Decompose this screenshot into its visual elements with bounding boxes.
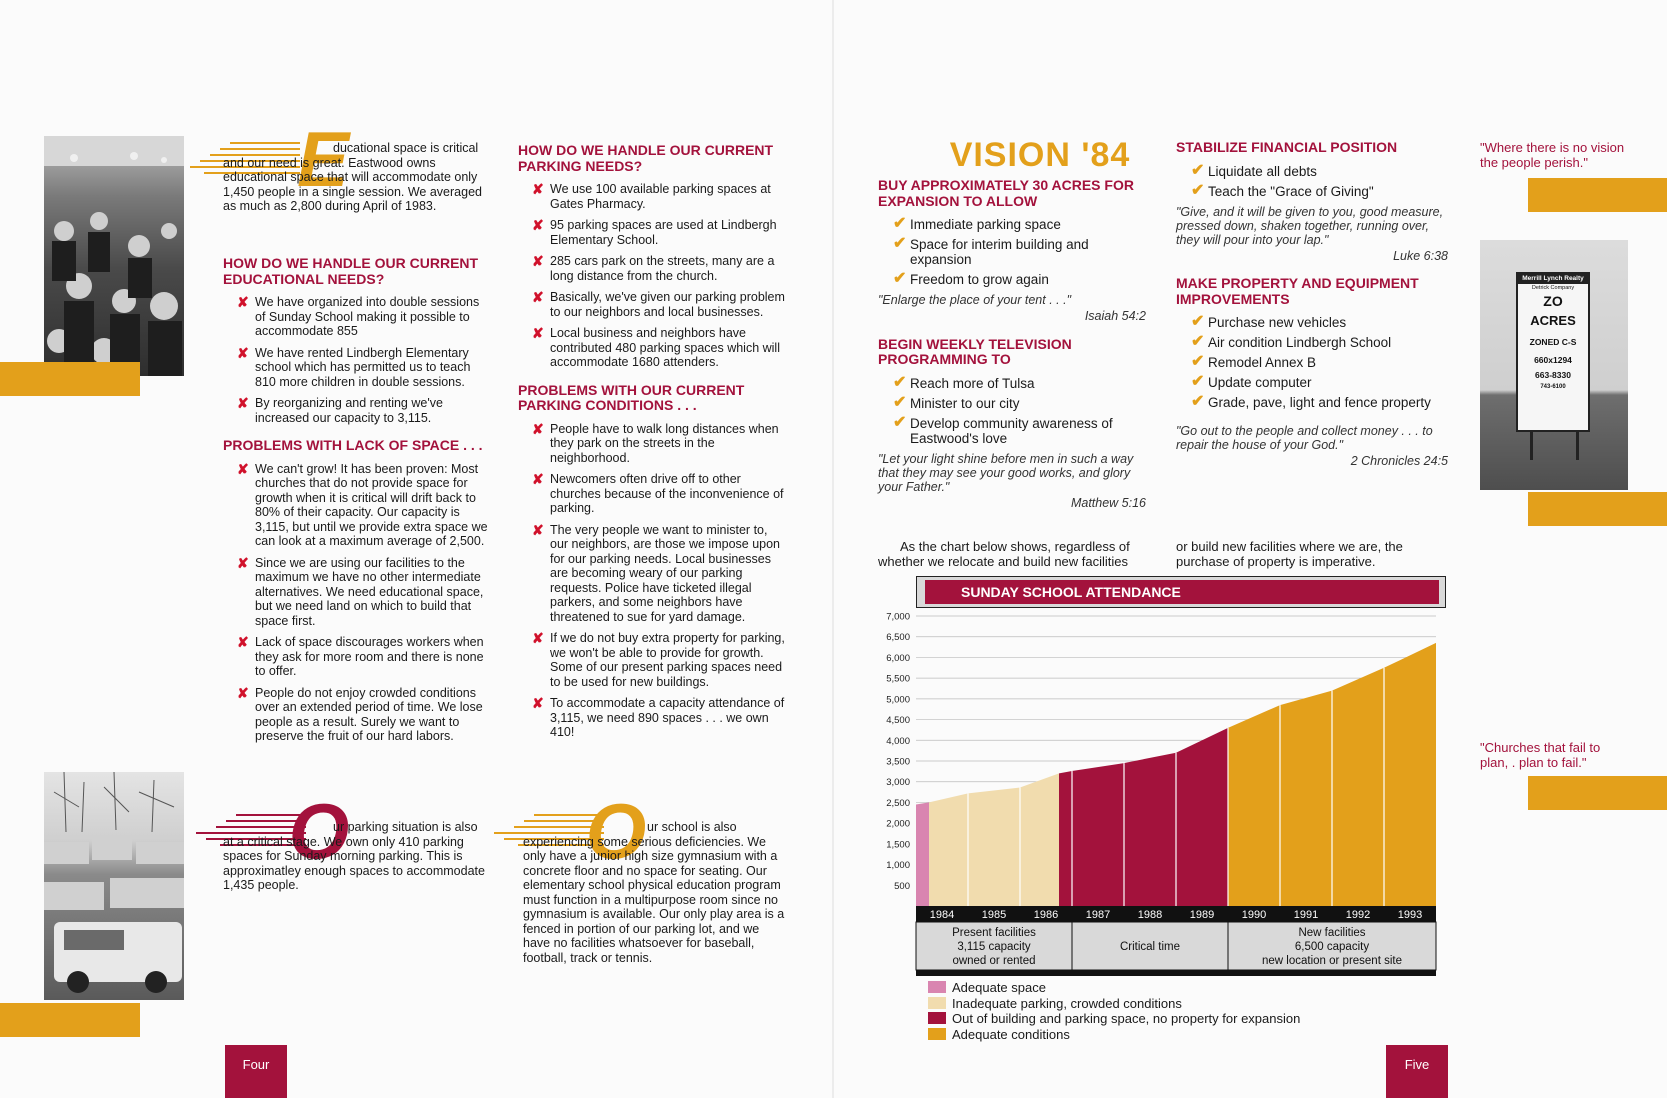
list-item: ✘ People do not enjoy crowded conditions over an extended period of time. We lose people as a result. Surely we want to preserve the fruit of our hard labors.: [223, 686, 490, 744]
legend-label: Out of building and parking space, no property for expansion: [952, 1011, 1301, 1026]
chart-intro-b: or build new facilities where we are, the purchase of property is imperative.: [1176, 539, 1403, 569]
legend-swatch: [928, 997, 946, 1009]
sign-phone-2: 743-6100: [1540, 384, 1566, 390]
list-item: ✔ Space for interim building and expansion: [878, 237, 1146, 267]
list-item: ✔ Teach the "Grace of Giving": [1176, 184, 1448, 199]
list-item: ✔ Minister to our city: [878, 396, 1146, 411]
y-tick-label: 6,500: [886, 632, 910, 644]
y-tick-label: 2,000: [886, 818, 910, 830]
list-item: ✔ Purchase new vehicles: [1176, 315, 1448, 330]
y-tick-label: 1,000: [886, 860, 910, 872]
y-tick-label: 500: [894, 880, 910, 892]
space-problems-heading: PROBLEMS WITH LACK OF SPACE . . .: [223, 437, 483, 453]
legend-label: Adequate conditions: [952, 1026, 1070, 1042]
list-item: ✔ Update computer: [1176, 375, 1448, 390]
buy-list: [878, 217, 1146, 287]
parking-problems-heading: PROBLEMS WITH OUR CURRENT PARKING CONDITIONS . . .: [518, 381, 745, 413]
y-tick-label: 5,000: [886, 694, 910, 706]
margin-quote: "Churches that fail to plan, . plan to fail.": [1480, 740, 1601, 770]
drop-cap-o: O: [585, 787, 647, 875]
list-item: ✘ Lack of space discourages workers when they ask for more room and there is none to offer.: [223, 635, 490, 679]
parking-photo-art: [44, 772, 184, 1000]
sign-dims: 660x1294: [1534, 355, 1572, 365]
intro-school-text: ur school is also experiencing some serious deficiencies. We only have a junior high size gymnasium with a concrete floor and no space for seating. Our elementary school physical education program must function in a multipurpose room since no gymnasium is available. Our only play area is a fenced in portion of our parking lot, and we have no facilities whatsoever for baseball, football, track or tennis.: [523, 820, 785, 965]
area-segment: [916, 802, 929, 906]
sign-post: [1576, 432, 1579, 460]
crowd-photo: [44, 136, 184, 376]
accent-bar: [1528, 492, 1667, 526]
list-item: ✘ 95 parking spaces are used at Lindbergh Elementary School.: [518, 218, 788, 247]
chart-legend: [928, 980, 1428, 1042]
page-number: Five: [1386, 1045, 1448, 1098]
right-column-1: [878, 172, 1146, 510]
legend-item: [928, 996, 1428, 1012]
list-item: ✘ The very people we want to minister to, our neighbors, are those we impose upon for our parking needs. Local businesses are becoming weary of our parking requests. Police have ticketed illegal parkers, and some neighbors have threatened to sue for yard damage.: [518, 523, 788, 625]
scripture-citation: 2 Chronicles 24:5: [1350, 454, 1448, 468]
sign-zo: ZO: [1543, 293, 1563, 309]
tv-list: [878, 376, 1146, 446]
sign-zoned: ZONED C-S: [1529, 337, 1577, 347]
parking-lot-photo: [44, 772, 184, 1000]
legend-item: [928, 1027, 1428, 1043]
area-segment: [1059, 728, 1228, 906]
y-tick-label: 3,000: [886, 777, 910, 789]
space-problems-list: [223, 462, 490, 744]
tv-heading: BEGIN WEEKLY TELEVISION PROGRAMMING TO: [878, 335, 1072, 367]
y-tick-label: 6,000: [886, 652, 910, 664]
sign-brand: Merrill Lynch Realty: [1518, 274, 1588, 284]
edu-needs-list: [223, 295, 490, 425]
drop-cap-o: O: [288, 787, 350, 875]
x-tick-label: 1986: [1033, 909, 1059, 921]
accent-bar: [0, 1003, 140, 1037]
list-item: ✘ By reorganizing and renting we've increased our capacity to 3,115.: [223, 396, 490, 425]
legend-swatch: [928, 1012, 946, 1024]
vision-title: VISION '84: [949, 136, 1131, 174]
chart-intro-a: As the chart below shows, regardless of whether we relocate and build new facilities: [878, 539, 1130, 569]
list-item: ✘ Basically, we've given our parking problem to our neighbors and local businesses.: [518, 290, 788, 319]
list-item: ✔ Air condition Lindbergh School: [1176, 335, 1448, 350]
list-item: ✘ We have rented Lindbergh Elementary school which has permitted us to teach 810 more children in double sessions.: [223, 346, 490, 390]
left-column-1: [223, 248, 490, 751]
edu-needs-heading: HOW DO WE HANDLE OUR CURRENT EDUCATIONAL NEEDS?: [223, 255, 479, 287]
chart-title-inner: SUNDAY SCHOOL ATTENDANCE: [925, 580, 1439, 604]
page-four: [0, 0, 833, 1098]
legend-label: Adequate space: [952, 980, 1046, 995]
realty-sign: [1516, 272, 1590, 432]
page-five: [834, 0, 1667, 1098]
sign-phone: 663-8330: [1535, 370, 1571, 380]
list-item: ✘ Newcomers often drive off to other churches because of the inconvenience of parking.: [518, 472, 788, 516]
y-tick-label: 5,500: [886, 673, 910, 685]
y-tick-label: 2,500: [886, 797, 910, 809]
x-tick-label: 1987: [1085, 909, 1111, 921]
list-item: ✘ People have to walk long distances when they park on the streets in the neighborhood.: [518, 422, 788, 466]
parking-problems-list: [518, 422, 788, 740]
scripture-quote: "Go out to the people and collect money . . . to repair the house of your God.": [1176, 424, 1433, 452]
accent-bar: [1528, 776, 1667, 810]
list-item: ✔ Grade, pave, light and fence property: [1176, 395, 1448, 410]
list-item: ✔ Liquidate all debts: [1176, 164, 1448, 179]
x-tick-label: 1993: [1397, 909, 1423, 921]
x-tick-label: 1984: [929, 909, 955, 921]
scripture-citation: Isaiah 54:2: [1084, 309, 1146, 323]
intro-educational: [223, 141, 490, 214]
sign-photo: [1480, 240, 1628, 490]
intro-parking: [223, 820, 490, 893]
drop-cap-e: E: [296, 115, 350, 203]
parking-needs-heading: HOW DO WE HANDLE OUR CURRENT PARKING NEEDS?: [518, 142, 774, 174]
phase-label: Critical time: [1119, 941, 1181, 953]
list-item: ✘ If we do not buy extra property for parking, we won't be able to provide for growth. Some of our present parking spaces need to be used for new buildings.: [518, 631, 788, 689]
list-item: ✔ Reach more of Tulsa: [878, 376, 1146, 391]
list-item: ✘ Since we are using our facilities to the maximum we have no other intermediate alternatives. We need educational space, but we need land on which to build that space first.: [223, 556, 490, 629]
list-item: ✘ We can't grow! It has been proven: Most churches that do not provide space for growth when it is critical will drift back to 80% of their capacity. Our capacity is 3,115, but until we provide extra space we can look at a maximum average of 2,500.: [223, 462, 490, 549]
sign-post: [1530, 432, 1533, 460]
legend-swatch: [928, 981, 946, 993]
x-tick-label: 1992: [1345, 909, 1371, 921]
right-column-2: [1176, 130, 1448, 469]
page-number: Four: [225, 1045, 287, 1098]
intro-school: [523, 820, 785, 965]
sign-acres: ACRES: [1530, 313, 1576, 328]
list-item: ✘ We use 100 available parking spaces at Gates Pharmacy.: [518, 182, 788, 211]
crowd-photo-art: [44, 136, 184, 376]
property-heading: MAKE PROPERTY AND EQUIPMENT IMPROVEMENTS: [1176, 275, 1419, 307]
legend-item: [928, 980, 1428, 996]
intro-parking-text: ur parking situation is also at a critical stage. We own only 410 parking spaces for Sunday morning parking. This is approximatley enough spaces to accommodate 1,435 people.: [223, 820, 485, 892]
list-item: ✔ Freedom to grow again: [878, 272, 1146, 287]
list-item: ✘ To accommodate a capacity attendance of 3,115, we need 890 spaces . . . we own 410!: [518, 696, 788, 740]
attendance-chart: [878, 610, 1438, 1030]
left-column-2: [518, 132, 788, 747]
legend-label: Inadequate parking, crowded conditions: [952, 995, 1182, 1011]
property-list: [1176, 315, 1448, 410]
scripture-quote: "Let your light shine before men in such a way that they may see your good works, and glory your Father.": [878, 451, 1134, 494]
x-tick-label: 1985: [981, 909, 1007, 921]
x-tick-label: 1991: [1293, 909, 1319, 921]
buy-heading: BUY APPROXIMATELY 30 ACRES FOR EXPANSION TO ALLOW: [878, 177, 1134, 209]
scripture-quote: "Enlarge the place of your tent . . .": [878, 293, 1072, 307]
margin-quote: "Where there is no vision the people perish.": [1480, 140, 1625, 170]
scripture-citation: Luke 6:38: [1393, 248, 1448, 263]
x-tick-label: 1990: [1241, 909, 1267, 921]
list-item: ✔ Remodel Annex B: [1176, 355, 1448, 370]
list-item: ✘ We have organized into double sessions of Sunday School making it possible to accommodate 855: [223, 295, 490, 339]
list-item: ✔ Develop community awareness of Eastwood's love: [878, 416, 1146, 446]
list-item: ✘ Local business and neighbors have contributed 480 parking spaces which will accommodate 1680 attenders.: [518, 326, 788, 370]
x-tick-label: 1989: [1189, 909, 1215, 921]
legend-swatch: [928, 1028, 946, 1040]
intro-educational-text: ducational space is critical and our need is great. Eastwood owns educational space that will accommodate only 1,450 people in a single session. We averaged as much as 2,800 during April of 1983.: [223, 141, 482, 213]
sign-company: Detrick Company: [1531, 285, 1575, 291]
x-tick-label: 1988: [1137, 909, 1163, 921]
finance-heading: STABILIZE FINANCIAL POSITION: [1176, 139, 1398, 155]
accent-bar: [0, 362, 140, 396]
list-item: ✔ Immediate parking space: [878, 217, 1146, 232]
accent-bar: [1528, 178, 1667, 212]
y-tick-label: 1,500: [886, 839, 910, 851]
y-tick-label: 4,000: [886, 735, 910, 747]
scripture-citation: Matthew 5:16: [1070, 495, 1146, 510]
list-item: ✘ 285 cars park on the streets, many are a long distance from the church.: [518, 254, 788, 283]
y-tick-label: 3,500: [886, 756, 910, 768]
y-tick-label: 4,500: [886, 715, 910, 727]
chart-title-bar: [916, 576, 1446, 608]
finance-list: [1176, 164, 1448, 199]
scripture-quote: "Give, and it will be given to you, good measure, pressed down, shaken together, running over, they will pour into your lap.": [1176, 204, 1444, 247]
area-segment: [929, 773, 1059, 906]
y-tick-label: 7,000: [886, 611, 910, 623]
phase-label: Present facilities 3,115 capacity owned or rented: [952, 927, 1036, 967]
parking-needs-list: [518, 182, 788, 370]
legend-item: [928, 1011, 1428, 1027]
phase-label: New facilities 6,500 capacity new location or present site: [1262, 927, 1402, 967]
phase-bottom-band: [916, 970, 1436, 976]
